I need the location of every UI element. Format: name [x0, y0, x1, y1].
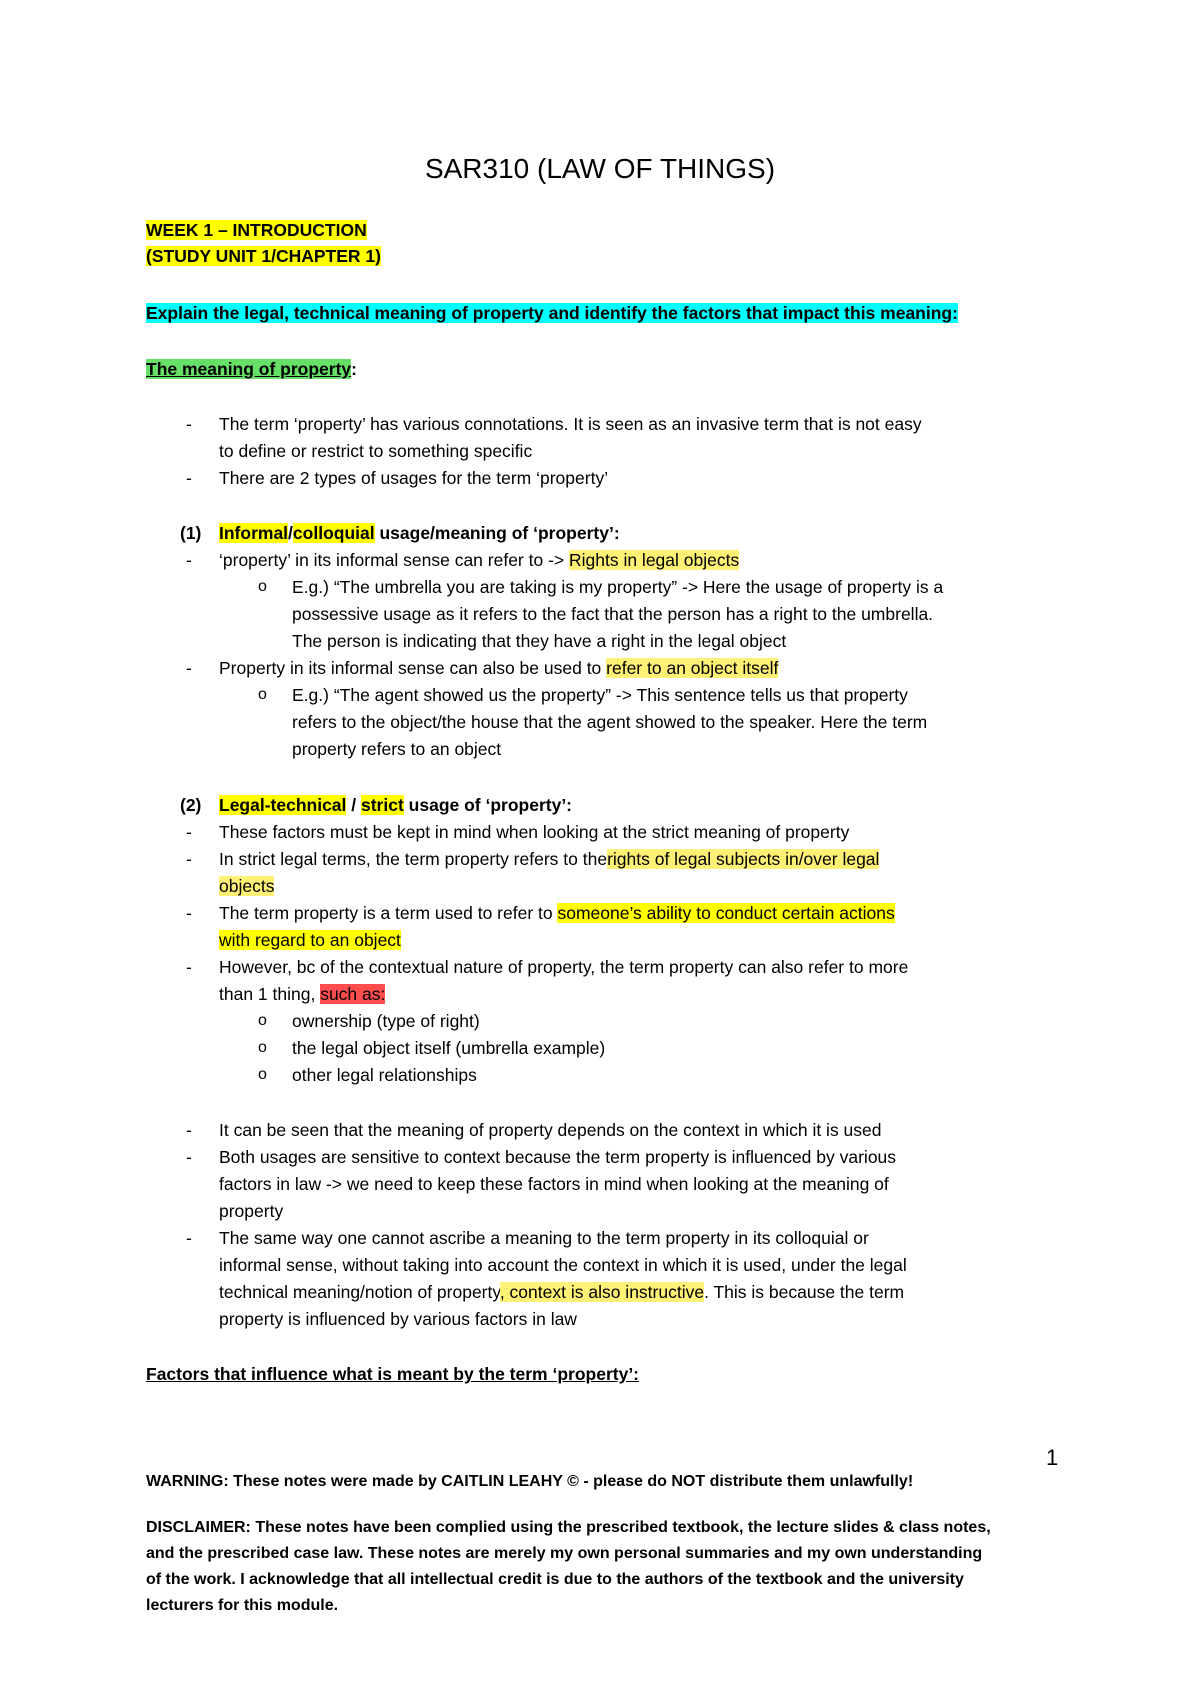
section-2-heading: Legal-technical / strict usage of ‘property’:: [219, 795, 573, 815]
context-dash-3-line-1: The same way one cannot ascribe a meaning to the term property in its colloquial or: [219, 1228, 869, 1248]
dash-marker: -: [186, 414, 192, 434]
dash-marker: -: [186, 658, 192, 678]
dash-marker: -: [186, 822, 192, 842]
section-1-example-2-line-1: E.g.) “The agent showed us the property” -> This sentence tells us that property: [292, 685, 908, 705]
context-dash-3-line-4: property is influenced by various factors in law: [219, 1309, 577, 1329]
section-2-bullet-2: the legal object itself (umbrella example): [292, 1038, 606, 1058]
intro-bullet-1-line-1: The term ‘property’ has various connotations. It is seen as an invasive term that is not easy: [219, 414, 922, 434]
section-1-example-1-line-3: The person is indicating that they have a right in the legal object: [292, 631, 787, 651]
section-1-heading: Informal/colloquial usage/meaning of ‘property’:: [219, 523, 620, 543]
section-2-bullet-3: other legal relationships: [292, 1065, 477, 1085]
footer-warning: WARNING: These notes were made by CAITLIN LEAHY © - please do NOT distribute them unlawfully!: [146, 1473, 914, 1490]
footer-disclaimer-line-3: of the work. I acknowledge that all intellectual credit is due to the authors of the textbook and the university: [146, 1571, 964, 1588]
section-1-number: (1): [180, 523, 202, 543]
document-title: SAR310 (LAW OF THINGS): [424, 153, 776, 184]
footer-disclaimer-line-1: DISCLAIMER: These notes have been complied using the prescribed textbook, the lecture slides & class notes,: [146, 1519, 991, 1536]
context-dash-3-line-2: informal sense, without taking into account the context in which it is used, under the legal: [219, 1255, 907, 1275]
intro-bullet-2: There are 2 types of usages for the term ‘property’: [219, 468, 609, 488]
page-number: 1: [1046, 1445, 1059, 1470]
bullet-marker: o: [258, 1012, 267, 1029]
section-1-dash-1: ‘property’ in its informal sense can refer to -> Rights in legal objects: [219, 550, 740, 570]
objective-heading: Explain the legal, technical meaning of property and identify the factors that impact this meaning:: [146, 303, 958, 323]
dash-marker: -: [186, 1120, 192, 1140]
factors-heading: Factors that influence what is meant by the term ‘property’:: [146, 1364, 640, 1384]
dash-marker: -: [186, 468, 192, 488]
context-dash-2-line-3: property: [219, 1201, 284, 1221]
context-dash-2-line-1: Both usages are sensitive to context because the term property is influenced by various: [219, 1147, 897, 1167]
context-dash-3-line-3: technical meaning/notion of property, context is also instructive. This is because the term: [219, 1282, 905, 1302]
dash-marker: -: [186, 903, 192, 923]
study-unit-heading: (STUDY UNIT 1/CHAPTER 1): [146, 246, 381, 266]
footer-disclaimer-line-2: and the prescribed case law. These notes are merely my own personal summaries and my own understanding: [146, 1545, 983, 1562]
footer-disclaimer-line-4: lecturers for this module.: [146, 1597, 339, 1614]
section-2-dash-4-line-1: However, bc of the contextual nature of property, the term property can also refer to more: [219, 957, 909, 977]
section-2-dash-4-line-2: than 1 thing, such as:: [219, 984, 386, 1004]
section-2-dash-1: These factors must be kept in mind when looking at the strict meaning of property: [219, 822, 850, 842]
bullet-marker: o: [258, 1066, 267, 1083]
intro-bullet-1-line-2: to define or restrict to something specific: [219, 441, 533, 461]
dash-marker: -: [186, 1228, 192, 1248]
context-dash-2-line-2: factors in law -> we need to keep these factors in mind when looking at the meaning of: [219, 1174, 889, 1194]
section-2-dash-2-line-2: objects: [219, 876, 275, 896]
section-1-example-1-line-2: possessive usage as it refers to the fact that the person has a right to the umbrella.: [292, 604, 934, 624]
bullet-marker: o: [258, 1039, 267, 1056]
section-1-example-2-line-2: refers to the object/the house that the agent showed to the speaker. Here the term: [292, 712, 928, 732]
bullet-marker: o: [258, 686, 267, 703]
section-1-example-2-line-3: property refers to an object: [292, 739, 502, 759]
section-2-number: (2): [180, 795, 202, 815]
section-2-dash-2-line-1: In strict legal terms, the term property refers to therights of legal subjects in/over legal: [219, 849, 880, 869]
dash-marker: -: [186, 1147, 192, 1167]
section-1-dash-2: Property in its informal sense can also be used to refer to an object itself: [219, 658, 779, 678]
bullet-marker: o: [258, 578, 267, 595]
context-dash-1: It can be seen that the meaning of property depends on the context in which it is used: [219, 1120, 882, 1140]
section-2-dash-3-line-2: with regard to an object: [219, 930, 401, 950]
meaning-heading: The meaning of property:: [146, 359, 357, 379]
dash-marker: -: [186, 550, 192, 570]
week-heading: WEEK 1 – INTRODUCTION: [146, 220, 367, 240]
section-1-example-1-line-1: E.g.) “The umbrella you are taking is my property” -> Here the usage of property is a: [292, 577, 944, 597]
section-2-bullet-1: ownership (type of right): [292, 1011, 480, 1031]
dash-marker: -: [186, 849, 192, 869]
dash-marker: -: [186, 957, 192, 977]
section-2-dash-3-line-1: The term property is a term used to refer to someone’s ability to conduct certain actions: [219, 903, 895, 923]
